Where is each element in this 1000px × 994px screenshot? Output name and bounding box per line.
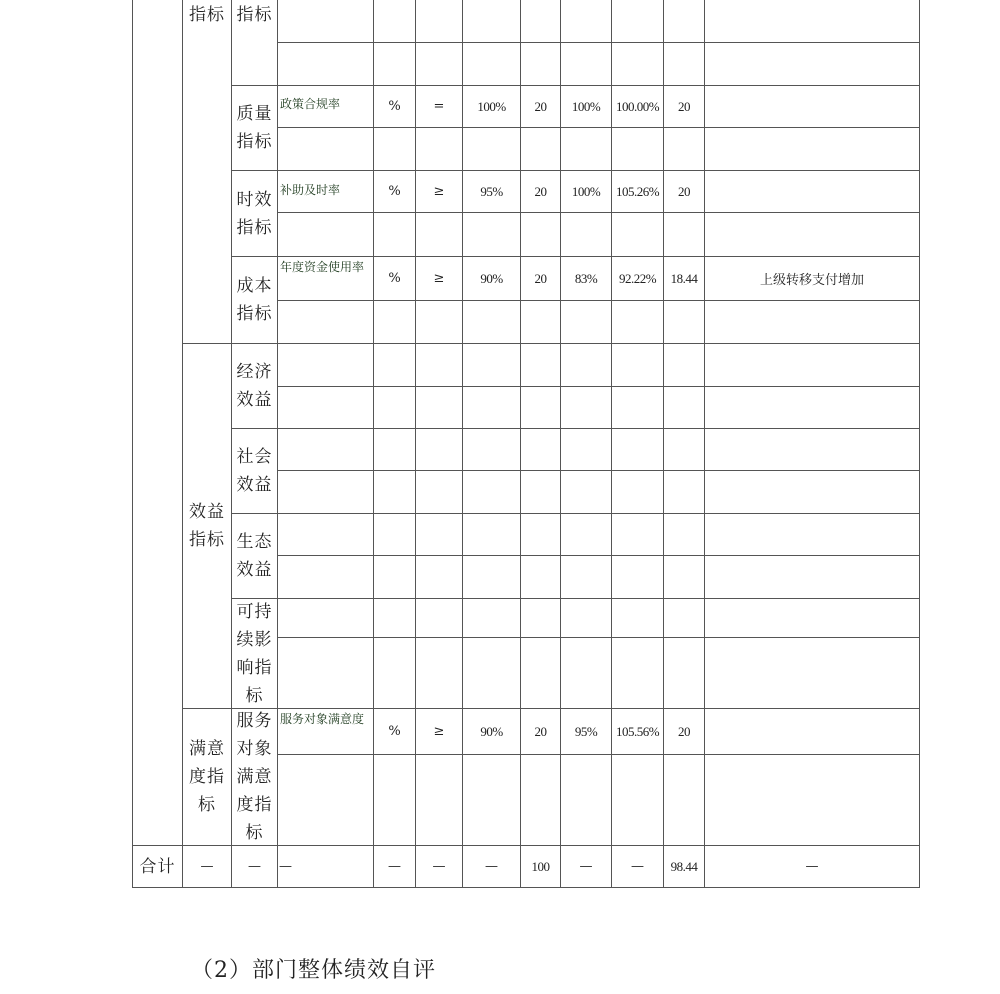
quality-indicator: 政策合规率	[280, 97, 341, 111]
total-col10: —	[631, 859, 644, 874]
quality-operator: =	[433, 99, 445, 114]
satisfaction-rate: 105.56%	[615, 723, 660, 739]
total-col4: —	[279, 859, 292, 874]
total-col9: —	[579, 859, 593, 874]
satisfaction-target: 90%	[480, 723, 503, 739]
quantity-level3-label: 指标	[236, 5, 273, 25]
timeliness-operator: ≥	[433, 184, 445, 199]
timeliness-weight: 20	[534, 183, 547, 199]
timeliness-target: 95%	[480, 183, 503, 199]
benefit-indicator-label: 效益 指标	[189, 502, 225, 550]
total-col5: —	[388, 859, 401, 874]
social-benefit-label: 社会 效益	[236, 447, 273, 495]
quality-rate: 100.00%	[615, 98, 660, 114]
cost-indicator-label: 成本 指标	[236, 276, 273, 324]
satisfaction-weight: 20	[534, 723, 547, 739]
satisfaction-note	[705, 709, 919, 754]
cost-score: 18.44	[670, 270, 698, 286]
timeliness-note	[705, 171, 919, 212]
cost-weight: 20	[534, 270, 547, 286]
total-score: 98.44	[670, 858, 698, 874]
satisfaction-score: 20	[678, 723, 690, 739]
output-level2-label: 指标	[189, 5, 225, 25]
cost-indicator: 年度资金使用率	[280, 260, 365, 274]
economic-benefit-label: 经济 效益	[236, 362, 273, 410]
timeliness-rate: 105.26%	[615, 183, 660, 199]
total-col6: —	[432, 859, 446, 874]
satisfaction-operator: ≥	[433, 724, 445, 739]
quality-note	[705, 86, 919, 127]
total-col3: —	[248, 859, 261, 874]
quality-score: 20	[678, 98, 690, 114]
total-col2: —	[200, 859, 214, 874]
quality-unit: %	[388, 99, 401, 114]
total-col7: —	[485, 859, 498, 874]
timeliness-actual: 100%	[571, 183, 601, 199]
total-label: 合计	[139, 856, 176, 877]
cost-operator: ≥	[433, 271, 445, 286]
satisfaction-indicator-label: 满意 度指 标	[189, 739, 225, 815]
cost-target: 90%	[480, 270, 503, 286]
timeliness-score: 20	[678, 183, 690, 199]
quality-target: 100%	[477, 98, 506, 114]
section-heading: （2）部门整体绩效自评	[191, 958, 436, 983]
service-satisfaction-label: 服务 对象 满意 度指 标	[236, 711, 273, 843]
cost-note: 上级转移支付增加	[759, 273, 864, 288]
satisfaction-actual: 95%	[574, 723, 598, 739]
total-note: —	[805, 859, 819, 874]
cost-actual: 83%	[574, 270, 598, 286]
total-weight: 100	[531, 858, 550, 874]
timeliness-indicator: 补助及时率	[280, 183, 341, 197]
cost-unit: %	[388, 271, 401, 286]
quality-weight: 20	[534, 98, 547, 114]
satisfaction-unit: %	[388, 724, 401, 739]
ecological-benefit-label: 生态 效益	[236, 532, 273, 580]
quality-actual: 100%	[571, 98, 601, 114]
satisfaction-indicator: 服务对象满意度	[280, 712, 365, 726]
timeliness-indicator-label: 时效 指标	[236, 189, 273, 238]
sustainable-impact-label: 可持 续影 响指 标	[236, 601, 273, 706]
quality-indicator-label: 质量 指标	[236, 104, 273, 152]
cost-rate: 92.22%	[618, 270, 657, 286]
timeliness-unit: %	[388, 184, 401, 199]
